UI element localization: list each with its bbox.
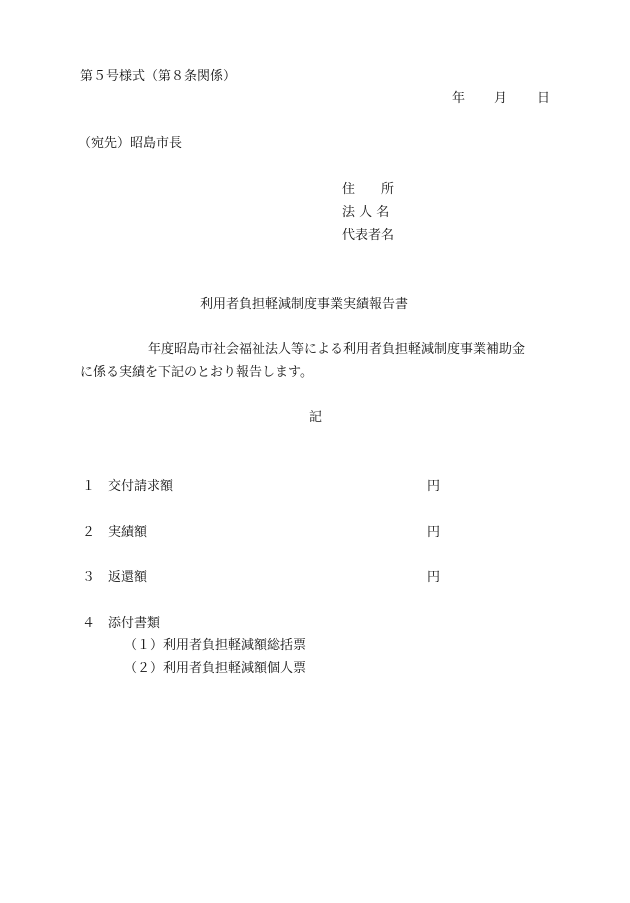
applicant-address-label: 住 所 <box>342 182 395 197</box>
attachments-number: ４ <box>82 616 96 631</box>
item-number: ３ <box>82 570 96 585</box>
item-number: １ <box>82 479 96 494</box>
item-unit: 円 <box>427 570 441 585</box>
item-unit: 円 <box>427 525 441 540</box>
document-title: 利用者負担軽減制度事業実績報告書 <box>200 297 409 312</box>
date-month-label: 月 <box>494 91 508 106</box>
item-label: 返還額 <box>108 570 148 585</box>
attachment-item: （２）利用者負担軽減額個人票 <box>124 661 307 676</box>
applicant-corp-name-label: 法 人 名 <box>342 205 390 220</box>
form-number-label: 第５号様式（第８条関係） <box>80 69 237 84</box>
body-text-line-2: に係る実績を下記のとおり報告します。 <box>80 365 313 380</box>
item-label: 交付請求額 <box>108 479 174 494</box>
item-unit: 円 <box>427 479 441 494</box>
attachments-label: 添付書類 <box>108 616 161 631</box>
date-year-label: 年 <box>452 91 466 106</box>
body-text-line-1: 年度昭島市社会福祉法人等による利用者負担軽減制度事業補助金 <box>148 342 526 357</box>
date-day-label: 日 <box>537 91 551 106</box>
attachment-item: （１）利用者負担軽減額総括票 <box>124 638 307 653</box>
addressee: （宛先）昭島市長 <box>78 136 183 151</box>
item-number: ２ <box>82 525 96 540</box>
applicant-representative-label: 代表者名 <box>342 228 395 243</box>
ki-heading: 記 <box>309 410 323 425</box>
item-label: 実績額 <box>108 525 148 540</box>
